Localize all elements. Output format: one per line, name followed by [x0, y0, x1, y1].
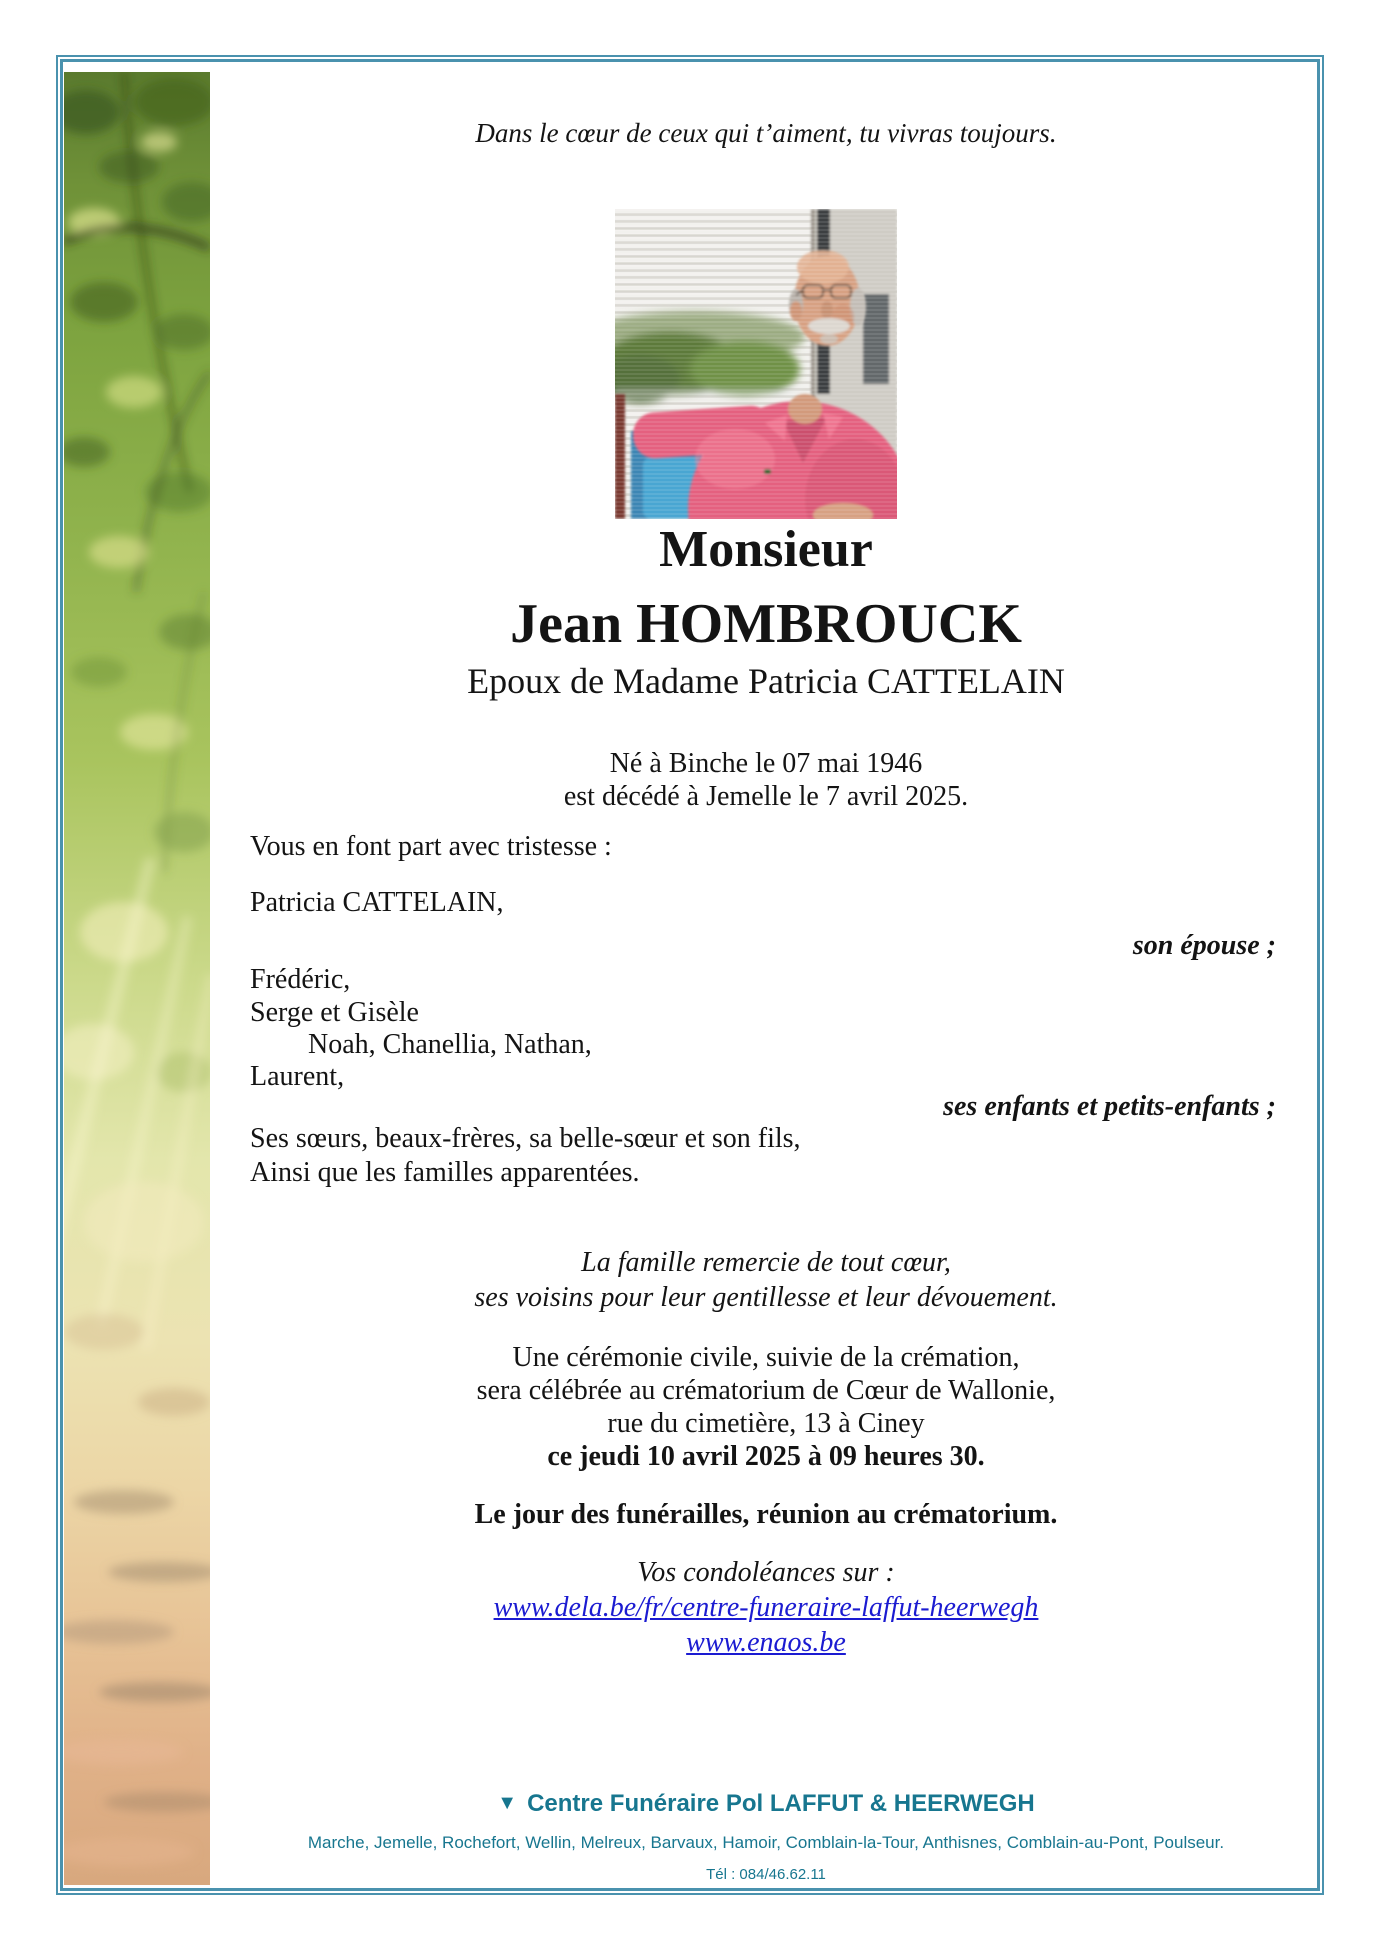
relatives-line: Ainsi que les familles apparentées.	[250, 1157, 640, 1188]
deceased-relation: Epoux de Madame Patricia CATTELAIN	[467, 661, 1065, 701]
funeral-meeting-note: Le jour des funérailles, réunion au crématorium.	[474, 1499, 1058, 1530]
thanks-line: ses voisins pour leur gentillesse et leur dévouement.	[474, 1282, 1058, 1313]
deceased-title: Monsieur	[659, 521, 873, 578]
birth-line: Né à Binche le 07 mai 1946	[609, 748, 923, 779]
funeral-home-name: Centre Funéraire Pol LAFFUT & HEERWEGH	[527, 1790, 1035, 1817]
spouse-name: Patricia CATTELAIN,	[250, 887, 504, 918]
ceremony-line: sera célébrée au crématorium de Cœur de Wallonie,	[476, 1375, 1056, 1406]
nature-strip-image	[64, 72, 210, 1885]
ceremony-datetime: ce jeudi 10 avril 2025 à 09 heures 30.	[547, 1441, 985, 1472]
condolences-label: Vos condoléances sur :	[637, 1557, 895, 1588]
death-line: est décédé à Jemelle le 7 avril 2025.	[563, 781, 969, 812]
ceremony-line: Une cérémonie civile, suivie de la crémation,	[512, 1342, 1020, 1373]
ceremony-address: rue du cimetière, 13 à Ciney	[607, 1408, 925, 1439]
triangle-down-icon	[497, 1790, 517, 1818]
funeral-home-phone: Tél : 084/46.62.11	[706, 1866, 826, 1883]
child-line: Frédéric,	[250, 964, 351, 995]
child-line: Serge et Gisèle	[250, 997, 419, 1028]
condolences-link-wrapper	[210, 1591, 1322, 1624]
condolences-link-enaos[interactable]: www.enaos.be	[686, 1627, 846, 1658]
funeral-home-title	[210, 1790, 1322, 1818]
thanks-line: La famille remercie de tout cœur,	[581, 1247, 951, 1278]
children-role: ses enfants et petits-enfants ;	[943, 1091, 1276, 1122]
grandchildren-line: Noah, Chanellia, Nathan,	[308, 1029, 592, 1060]
deceased-name: Jean HOMBROUCK	[510, 593, 1022, 655]
announcement-intro: Vous en font part avec tristesse :	[250, 831, 612, 862]
condolences-link-dela[interactable]: www.dela.be/fr/centre-funeraire-laffut-heerwegh	[493, 1592, 1039, 1623]
condolences-link-wrapper	[210, 1626, 1322, 1659]
funeral-home-cities: Marche, Jemelle, Rochefort, Wellin, Melreux, Barvaux, Hamoir, Comblain-la-Tour, Anthisnes, Comblain-au-Pont, Poulseur.	[307, 1833, 1225, 1852]
relatives-line: Ses sœurs, beaux-frères, sa belle-sœur et son fils,	[250, 1123, 801, 1154]
child-line: Laurent,	[250, 1061, 345, 1092]
spouse-role: son épouse ;	[1132, 930, 1276, 961]
content-column	[210, 0, 1322, 1949]
memorial-quote: Dans le cœur de ceux qui t’aiment, tu vivras toujours.	[475, 118, 1057, 148]
